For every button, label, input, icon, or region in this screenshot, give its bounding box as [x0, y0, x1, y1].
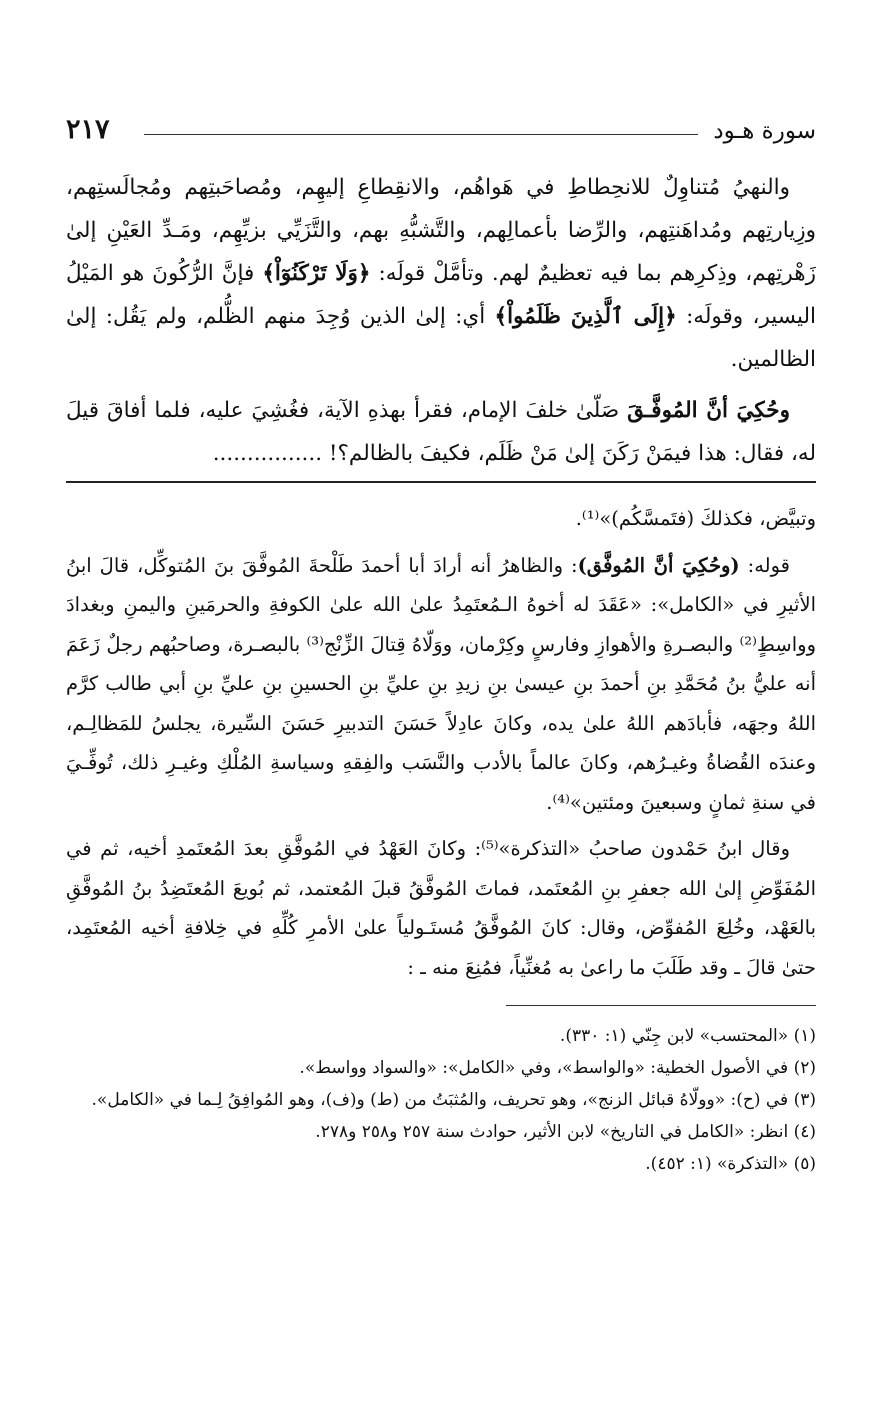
footnote: (٣) في (ح): «وولّاهُ قبائل الزنج»، وهو تحريف، والمُثبَتُ من (ط) و(ف)، وهو المُوافِقُ لِـما في «الكامل».	[91, 1090, 816, 1110]
main-text-segment: والنهيُ مُتناوِلٌ للانحِطاطِ في هَواهُم، والانقِطاعِ إليهِم، ومُصاحَبتِهم ومُجالَستِهم، وزِيارتِهم ومُداهَنتِهم، والرِّضا بأعمالِهم، والتَّشبُّهِ بهم، والتَّزَيِّي بزيِّهِم، ومَـدِّ العَيْنِ إلىٰ زَهْرتِهم، وذِكرِهم بما فيه تعظيمٌ لهم. وتأمَّلْ قولَه:	[66, 175, 816, 286]
footnote: (١) «المحتسب» لابن جِنّي (١: ٣٣٠).	[559, 1026, 816, 1046]
footnote: (٢) في الأصول الخطية: «والواسط»، وفي «الكامل»: «والسواد وواسط».	[299, 1058, 816, 1078]
commentary-keyword: (وحُكِيَ أنَّ المُوفَّق)	[577, 553, 740, 577]
main-paragraph	[66, 166, 816, 381]
quran-quote: ﴿إِلَى ٱلَّذِينَ ظَلَمُواْ﴾	[494, 304, 677, 329]
book-page	[66, 112, 816, 1180]
quran-quote: ﴿وَلَا تَرْكَنُوٓاْ﴾	[262, 261, 371, 286]
header-rule	[144, 134, 698, 135]
main-text-segment: صَلّىٰ خلفَ الإمام، فقرأ بهذهِ الآية، فغُشِيَ عليه، فلما أفاقَ قيلَ له، فقال: هذا فيمَنْ رَكَنَ إلىٰ مَنْ ظَلَم، فكيفَ بالظالم؟! ................	[66, 398, 816, 466]
footnote-divider	[506, 1005, 816, 1006]
commentary-paragraph	[66, 546, 816, 823]
surah-title: سورة هـود	[713, 118, 816, 144]
footnotes	[66, 1020, 816, 1180]
main-text-segment: أي: إلىٰ الذين وُجِدَ منهم الظُّلم، ولم يَقُل: إلىٰ الظالمين.	[66, 304, 816, 372]
commentary-lead: قوله:	[739, 553, 790, 577]
main-keyword: وحُكِيَ أنَّ المُوفَّـقَ	[627, 398, 790, 423]
footnote: (٥) «التذكرة» (١: ٤٥٢).	[645, 1154, 816, 1174]
commentary-paragraph: وتبيَّض، فكذلكَ (فتَمسَّكُم)»⁽¹⁾.	[575, 507, 816, 530]
running-header	[66, 112, 816, 156]
main-text-segment: فإنَّ الرُّكُونَ هو المَيْلُ اليسير، وقولَه:	[66, 261, 816, 329]
commentary-text: : والظاهرُ أنه أرادَ أبا أحمدَ طَلْحةَ المُوفَّقَ بنَ المُتوكِّل، قالَ ابنُ الأثيرِ في «الكامل»: «عَقَدَ له أخوهُ الـمُعتَمِدُ علىٰ الله علىٰ الكوفةِ والحرمَينِ واليمنِ وبغدادَ وواسِطٍ⁽²⁾ والبصـرةِ والأهوازِ وفارسٍ وكِرْمان، ووَلّاهُ قِتالَ الزِّنْج⁽³⁾ بالبصـرة، وصاحبُهم رجلٌ زَعَمَ أنه عليُّ بنُ مُحَمَّدِ بنِ أحمدَ بنِ عيسىٰ بنِ زيدِ بنِ عليِّ بنِ الحسينِ بنِ عليِّ بنِ أبي طالب كرَّم اللهُ وجهَه، فأبادَهم اللهُ علىٰ يده، وكانَ عادِلاً حَسَنَ التدبيرِ حَسَنَ السِّيرة، يجلسُ للمَظالِـم، وعندَه القُضاةُ وغيـرُهم، وكانَ عالماً بالأدب والنَّسَب والفِقهِ وسياسةِ المُلْكِ وغيـرِ ذلك، تُوفِّـيَ في سنةِ ثمانٍ وسبعينَ ومئتين»⁽⁴⁾.	[66, 553, 816, 814]
page-number: ٢١٧	[66, 114, 110, 145]
footnote: (٤) انظر: «الكامل في التاريخ» لابن الأثير، حوادث سنة ٢٥٧ و٢٥٨ و٢٧٨.	[315, 1122, 816, 1142]
commentary-paragraph: وقال ابنُ حَمْدون صاحبُ «التذكرة»⁽⁵⁾: وكانَ العَهْدُ في المُوفَّقِ بعدَ المُعتَمدِ أخيه، ثم في المُفَوِّضِ إلىٰ الله جعفرِ بنِ المُعتَمد، فماتَ المُوفَّقُ قبلَ المُعتمد، ثم بُويعَ المُعتَضِدُ بنُ المُوفَّقِ بالعَهْد، وخُلِعَ المُفوِّض، وقال: كانَ المُوفَّقُ مُستَـولياً علىٰ الأمرِ كُلِّهِ في خِلافةِ أخيه المُعتَمِد، حتىٰ قالَ ـ وقد طَلَبَ ما راعىٰ به مُغنِّياً، فمُنِعَ منه ـ :	[66, 837, 816, 979]
commentary	[66, 499, 816, 987]
main-text-divider	[66, 481, 816, 483]
main-paragraph	[66, 389, 816, 475]
main-text	[66, 166, 816, 475]
